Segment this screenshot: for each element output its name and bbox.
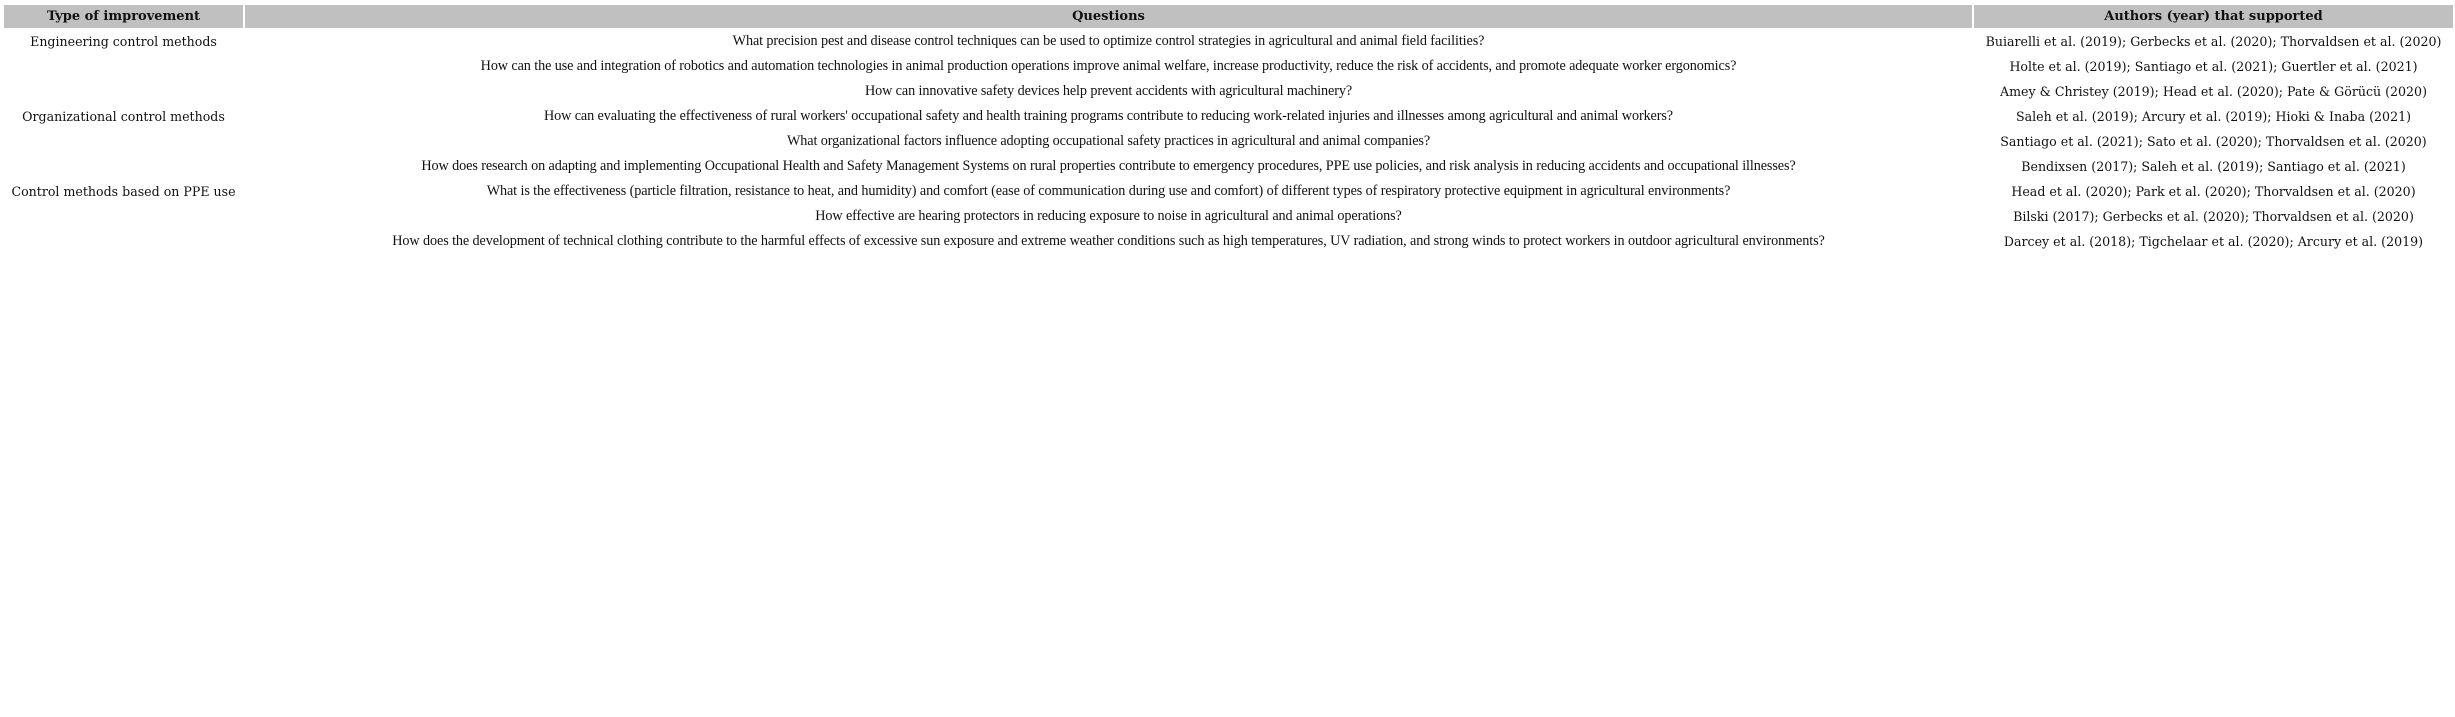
cell-type: Engineering control methods [30,34,217,49]
cell-authors: Amey & Christey (2019); Head et al. (2020); Pate & Görücü (2020) [2000,84,2427,99]
cell-authors: Head et al. (2020); Park et al. (2020); Thorvaldsen et al. (2020) [2011,184,2416,199]
table-row [4,155,2453,178]
cell-type: Organizational control methods [22,109,225,124]
cell-type [4,55,243,78]
cell-authors: Bendixsen (2017); Saleh et al. (2019); Santiago et al. (2021) [2021,159,2406,174]
table-row [4,105,2453,128]
cell-authors: Santiago et al. (2021); Sato et al. (2020); Thorvaldsen et al. (2020) [2000,134,2427,149]
cell-question: What organizational factors influence adopting occupational safety practices in agricultural and animal companies? [786,133,1431,149]
cell-type [4,205,243,228]
cell-question: How does the development of technical clothing contribute to the harmful effects of excessive sun exposure and extreme weather conditions such as high temperatures, UV radiation, and strong winds to protect workers in outdoor agricultural environments? [392,233,1825,249]
header-row [4,5,2453,28]
cell-authors: Holte et al. (2019); Santiago et al. (2021); Guertler et al. (2021) [2009,59,2418,74]
cell-authors: Bilski (2017); Gerbecks et al. (2020); Thorvaldsen et al. (2020) [2013,209,2414,224]
cell-question: What is the effectiveness (particle filtration, resistance to heat, and humidity) and comfort (ease of communication during use and comfort) of different types of respiratory protective equipment in agricultural environments? [486,183,1731,199]
cell-type [4,230,243,253]
table-header [4,5,2453,28]
table-row [4,80,2453,103]
cell-question: What precision pest and disease control techniques can be used to optimize control strategies in agricultural and animal field facilities? [732,33,1485,49]
header-type-of-improvement: Type of improvement [4,5,243,28]
cell-type [4,80,243,103]
cell-question: How can evaluating the effectiveness of rural workers' occupational safety and health training programs contribute to reducing work-related injuries and illnesses among agricultural and animal workers? [543,108,1673,124]
cell-type [4,155,243,178]
table-row [4,55,2453,78]
table-row [4,205,2453,228]
cell-authors: Darcey et al. (2018); Tigchelaar et al. (2020); Arcury et al. (2019) [2003,234,2424,249]
table-row [4,230,2453,253]
cell-type [4,130,243,153]
cell-question: How can the use and integration of robotics and automation technologies in animal production operations improve animal welfare, increase productivity, reduce the risk of accidents, and promote adequate worker ergonomics? [480,58,1737,74]
cell-authors: Buiarelli et al. (2019); Gerbecks et al. (2020); Thorvaldsen et al. (2020) [1985,34,2442,49]
cell-question: How effective are hearing protectors in reducing exposure to noise in agricultural and animal operations? [815,208,1402,224]
cell-question: How does research on adapting and implementing Occupational Health and Safety Management Systems on rural properties contribute to emergency procedures, PPE use policies, and risk analysis in reducing accidents and occupational illnesses? [421,158,1796,174]
table-row [4,180,2453,203]
header-authors: Authors (year) that supported [1974,5,2453,28]
cell-question: How can innovative safety devices help prevent accidents with agricultural machinery? [864,83,1353,99]
table-row [4,130,2453,153]
research-questions-table [2,3,2455,255]
table-row [4,30,2453,53]
cell-type: Control methods based on PPE use [11,184,236,199]
table-body [4,30,2453,253]
header-questions: Questions [245,5,1972,28]
cell-authors: Saleh et al. (2019); Arcury et al. (2019); Hioki & Inaba (2021) [2015,109,2412,124]
